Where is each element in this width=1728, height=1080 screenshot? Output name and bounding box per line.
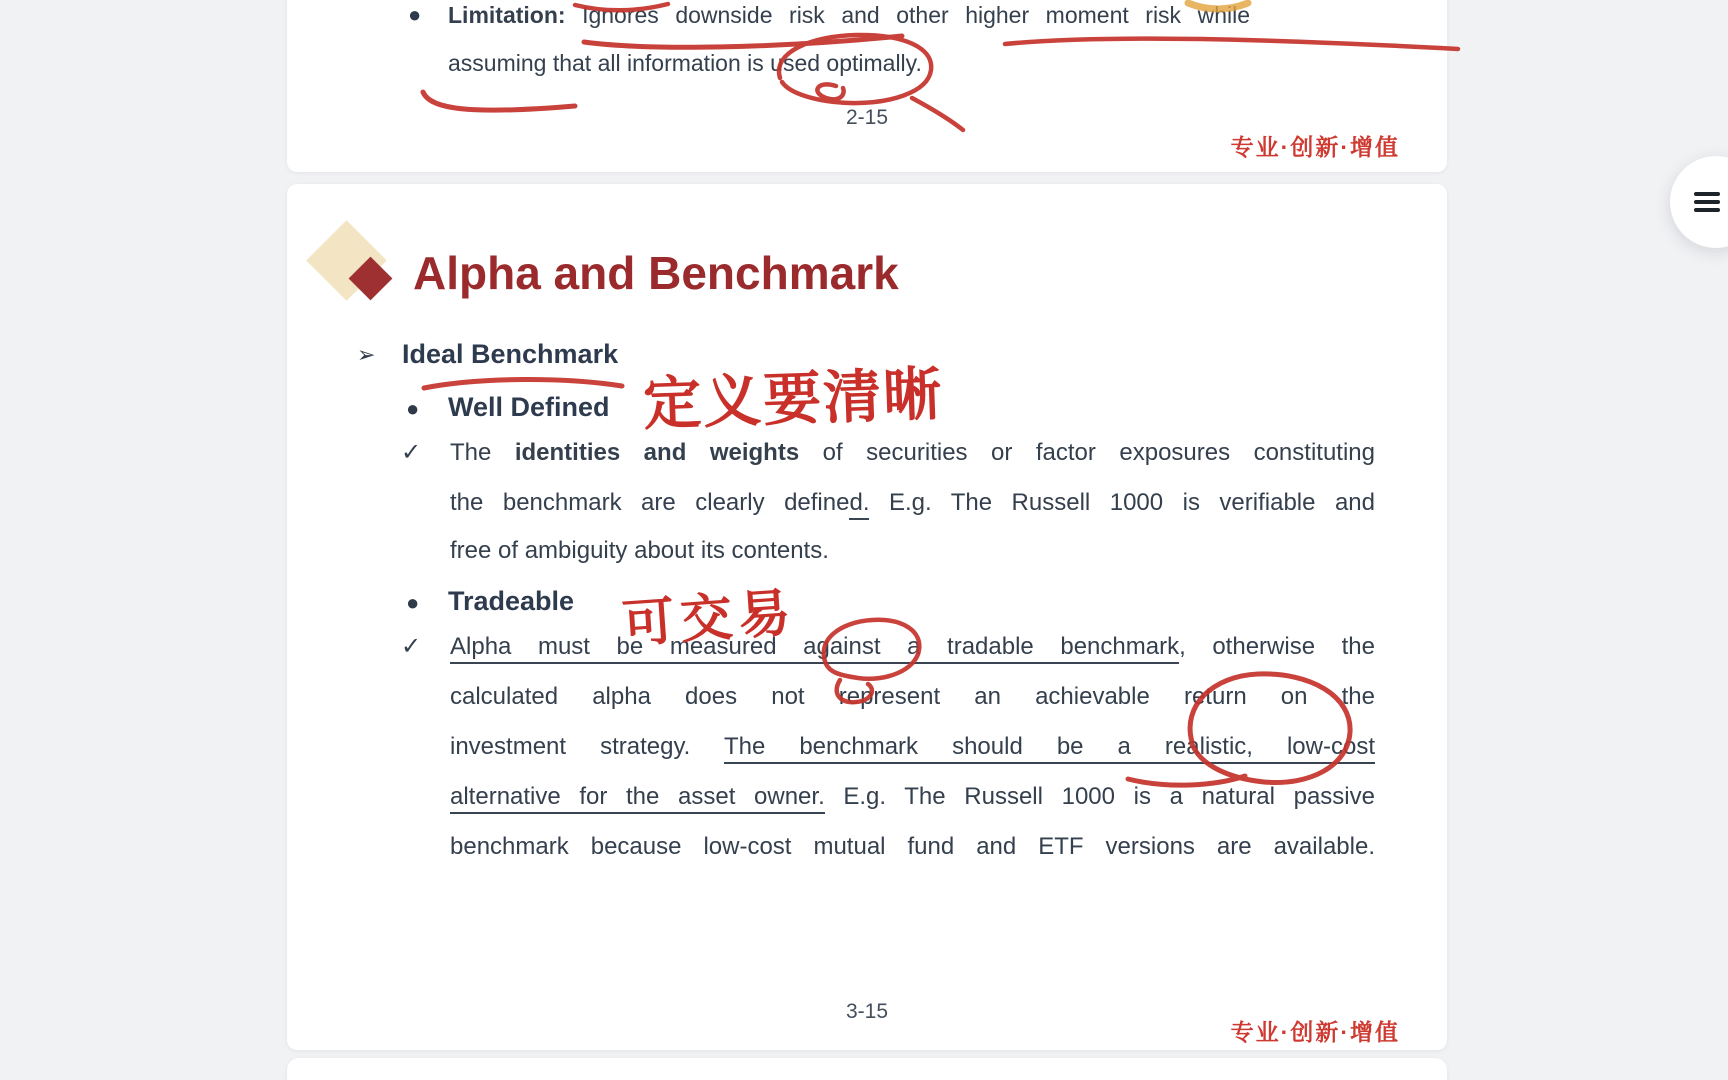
heading-ideal-benchmark: Ideal Benchmark: [402, 339, 619, 369]
limitation-text: Ignores downside risk and other higher moment risk while: [565, 2, 1250, 28]
para1-line2-underlined: d.: [849, 489, 869, 520]
check-icon: ✓: [401, 439, 422, 466]
para2-line4-post: E.g. The Russell 1000 is a natural passive: [824, 783, 1375, 810]
bullet-icon: ●: [406, 590, 420, 615]
para1-line3: free of ambiguity about its contents.: [450, 537, 829, 564]
slide-next: [287, 1058, 1447, 1080]
bullet-icon: ●: [408, 2, 422, 27]
menu-button[interactable]: [1670, 156, 1728, 248]
para2-line4-underlined: alternative for the asset owner.: [450, 783, 825, 814]
brand-logo-current: 专业·创新·增值: [1230, 1019, 1400, 1045]
arrow-bullet-icon: ➢: [357, 342, 376, 367]
para2-line4: [450, 782, 1375, 812]
page-number-current: 3-15: [845, 1000, 889, 1023]
para1-line2-a: the benchmark are clearly define: [450, 489, 850, 516]
subheading-well-defined: Well Defined: [448, 392, 610, 422]
para2-line2: calculated alpha does not represent an achievable return on the: [450, 683, 1375, 710]
handwritten-note-tradeable: 可交易: [620, 583, 799, 654]
limitation-label: Limitation:: [448, 2, 566, 28]
slide-title: Alpha and Benchmark: [413, 247, 899, 299]
limitation-line-2: assuming that all information is used optimally.: [448, 50, 922, 76]
para2-line1-underlined: Alpha must be measured against a tradable benchmark: [450, 633, 1179, 664]
limitation-line-1: [448, 0, 1250, 30]
handwritten-note-well-defined: 定义要清晰: [642, 361, 945, 438]
para1-line1-pre: The: [450, 439, 515, 466]
bullet-icon: ●: [406, 396, 420, 421]
page-number-previous: 2-15: [845, 106, 889, 129]
para1-line2-b: E.g. The Russell 1000 is verifiable and: [869, 489, 1376, 516]
slide-current: [287, 184, 1447, 1050]
brand-logo-previous: 专业·创新·增值: [1230, 134, 1400, 160]
para1-line1: [450, 438, 1375, 468]
para2-line5: benchmark because low-cost mutual fund and ETF versions are available.: [450, 833, 1375, 860]
para1-line1-bold: identities and weights: [514, 439, 800, 466]
para1-line2: [450, 488, 1375, 518]
para1-line1-post: of securities or factor exposures constituting: [799, 439, 1375, 466]
slide-previous: [287, 0, 1447, 172]
para2-line3: [450, 732, 1375, 762]
para2-line1: [450, 632, 1375, 662]
para2-line3-pre: investment strategy.: [450, 733, 724, 760]
subheading-tradeable: Tradeable: [448, 586, 575, 616]
check-icon: ✓: [401, 633, 422, 660]
para2-line3-underlined: The benchmark should be a realistic, low-cost: [724, 733, 1375, 764]
para2-line1-post: , otherwise the: [1179, 633, 1375, 660]
